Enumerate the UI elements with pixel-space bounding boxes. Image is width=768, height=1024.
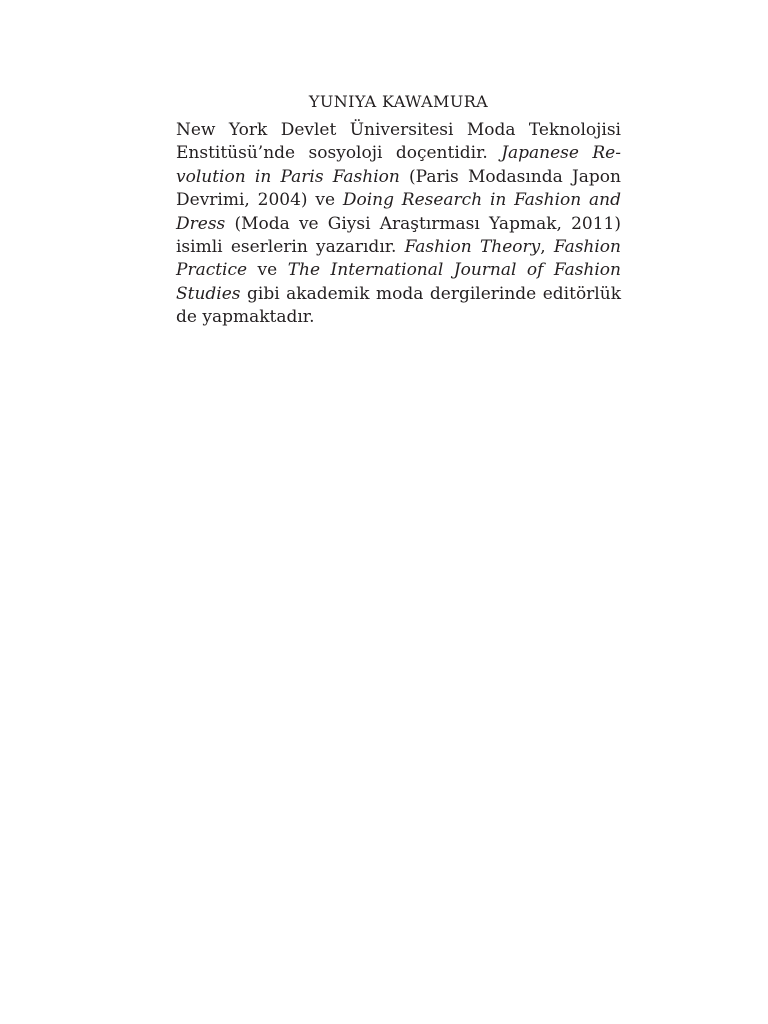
author-bio-block — [176, 91, 621, 330]
book-title-doing-research: Doing Research in Fashion and Dress — [176, 190, 622, 234]
bio-text-segment: New York Devlet Üniversitesi Moda Teknolojisi Enstitüsü’nde sosyoloji doçentidir. — [176, 120, 621, 164]
book-title-japanese-revolution: Japanese Revolution in Paris Fashion — [176, 143, 621, 187]
bio-text-segment: , — [540, 237, 554, 258]
bio-text-segment: (Paris Modasında Japon Devrimi, 2004) ve — [176, 166, 621, 211]
bio-text-segment: gibi akademik moda dergilerinde editörlük de yapmaktadır. — [176, 283, 621, 328]
journal-title-international-journal: The International Journal of Fashion Studies — [176, 260, 621, 304]
bio-text-segment: (Moda ve Giysi Araştırması Yapmak, 2011) isimli eserlerin yazarıdır. — [176, 213, 621, 258]
bio-text-segment: ve — [247, 260, 288, 281]
author-name: YUNIYA KAWAMURA — [308, 92, 489, 111]
author-bio-paragraph — [176, 119, 621, 330]
journal-title-fashion-practice: Fashion Practice — [176, 237, 621, 281]
journal-title-fashion-theory: Fashion Theory — [404, 237, 541, 258]
